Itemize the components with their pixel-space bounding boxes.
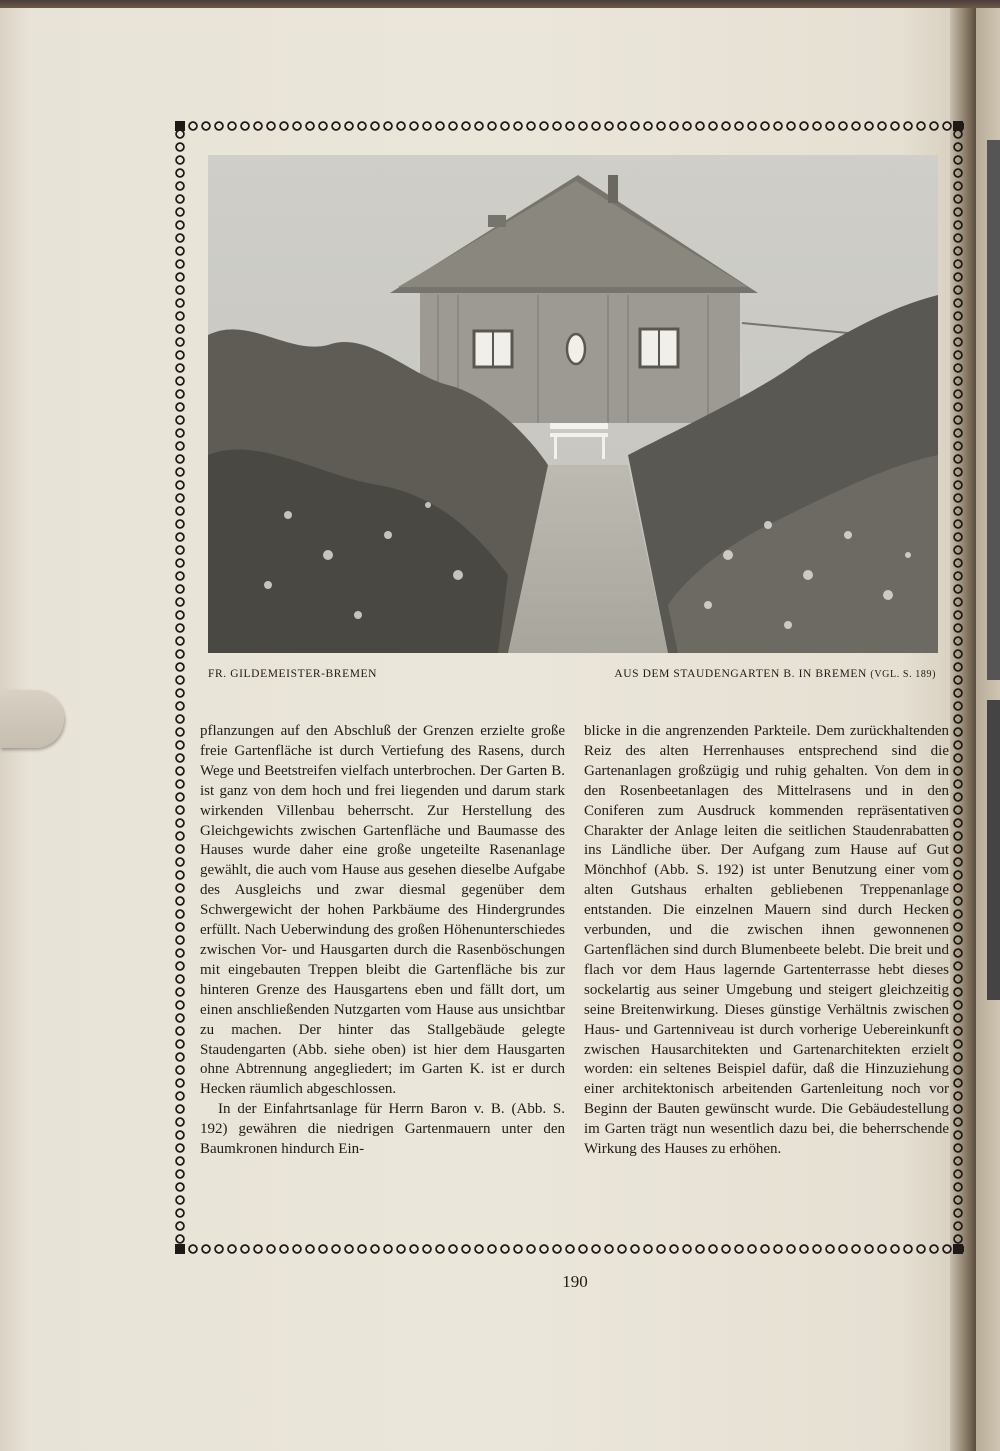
next-page-photo-edge-lower <box>987 700 1000 1000</box>
text-column-right <box>584 722 949 1160</box>
border-corner <box>953 1244 963 1254</box>
photo-caption-ref: (VGL. S. 189) <box>870 669 936 680</box>
text-column-left <box>200 722 565 1160</box>
ornamental-border-top <box>174 120 964 132</box>
border-corner <box>175 1244 185 1254</box>
border-corner <box>175 121 185 131</box>
page-tab <box>0 690 64 748</box>
ornamental-border-right <box>952 128 964 1246</box>
paragraph: In der Einfahrtsanlage für Herrn Baron v. B. (Abb. S. 192) gewähren die niedrigen Gartenmauern unter den Baumkronen hindurch Ein- <box>200 1101 565 1158</box>
photo-credit: FR. GILDEMEISTER-BREMEN <box>208 668 378 680</box>
paragraph: blicke in die angrenzenden Parkteile. Dem zurückhaltenden Reiz des alten Herrenhauses entsprechend sind die Gartenanlagen großzügig und ruhig gehalten. Von dem in den Rosenbeetanlagen des Mittelrasens und in den Coniferen zum Ausdruck kommenden repräsentativen Charakter der Anlage leiten die seitlichen Staudenrabatten ins Ländliche über. Der Aufgang zum Hause auf Gut Mönchhof (Abb. S. 192) ist unter Benutzung einer vom alten Gutshaus erhalten gebliebenen Treppenanlage entstanden. Die einzelnen Mauern sind durch Hecken verbunden, und die zwischen ihnen gewonnenen Gartenflächen sind durch Blumenbeete belebt. Die breit und flach vor dem Haus lagernde Gartenterrasse hebt dieses sockelartig aus seiner Umgebung und steigert gleichzeitig seine Breitenwirkung. Dieses günstige Verhältnis zwischen Haus- und Gartenniveau ist durch vorherige Uebereinkunft zwischen Hausarchitekten und Gartenarchitekten erzielt worden: ein seltenes Beispiel dafür, daß die Hinzuziehung einer architektonisch arbeitenden Gartenleitung noch vor Beginn der Bauten gewünscht wurde. Die Gebäudestellung im Garten trägt nun wesentlich dazu bei, die beherrschende Wirkung des Hauses zu erhöhen. <box>584 723 949 1158</box>
ornamental-border-left <box>174 128 186 1246</box>
next-page-photo-edge <box>987 140 1000 680</box>
garden-house-photo <box>208 155 938 653</box>
paragraph: pflanzungen auf den Abschluß der Grenzen erzielte große freie Gartenfläche ist durch Vertiefung des Rasens, durch Wege und Beetstreifen vielfach unterbrochen. Der Garten B. ist ganz von dem hoch und frei liegenden und darum stark wirkenden Villenbau beherrscht. Zur Herstellung des Gleichgewichts zwischen Gartenfläche und Baumasse des Hauses wurde daher eine große ungeteilte Rasenanlage gewählt, die auch vom Hause aus gesehen dieselbe Aufgabe des Ausgleichs und zwar diesmal gegenüber dem Schwergewicht der hohen Parkbäume des Hindergrundes erfüllt. Nach Ueberwindung des großen Höhenunterschiedes zwischen Vor- und Hausgarten durch die Rasenböschungen mit eingebauten Treppen bleibt die Gartenfläche bis zur hinteren Grenze des Hausgartens eben und fällt dort, um einen anschließenden Nutzgarten vom Hause aus unsichtbar zu machen. Der hinter das Stallgebäude gelegte Staudengarten (Abb. siehe oben) ist hier dem Hausgarten ohne Abtrennung angegliedert; im Garten K. ist er durch Hecken räumlich abgeschlossen. <box>200 723 565 1098</box>
border-corner <box>953 121 963 131</box>
ornamental-border-bottom <box>174 1243 964 1255</box>
photo-caption <box>614 668 936 680</box>
page-number: 190 <box>562 1272 588 1291</box>
photo-caption-main: AUS DEM STAUDENGARTEN B. IN BREMEN <box>614 668 867 680</box>
